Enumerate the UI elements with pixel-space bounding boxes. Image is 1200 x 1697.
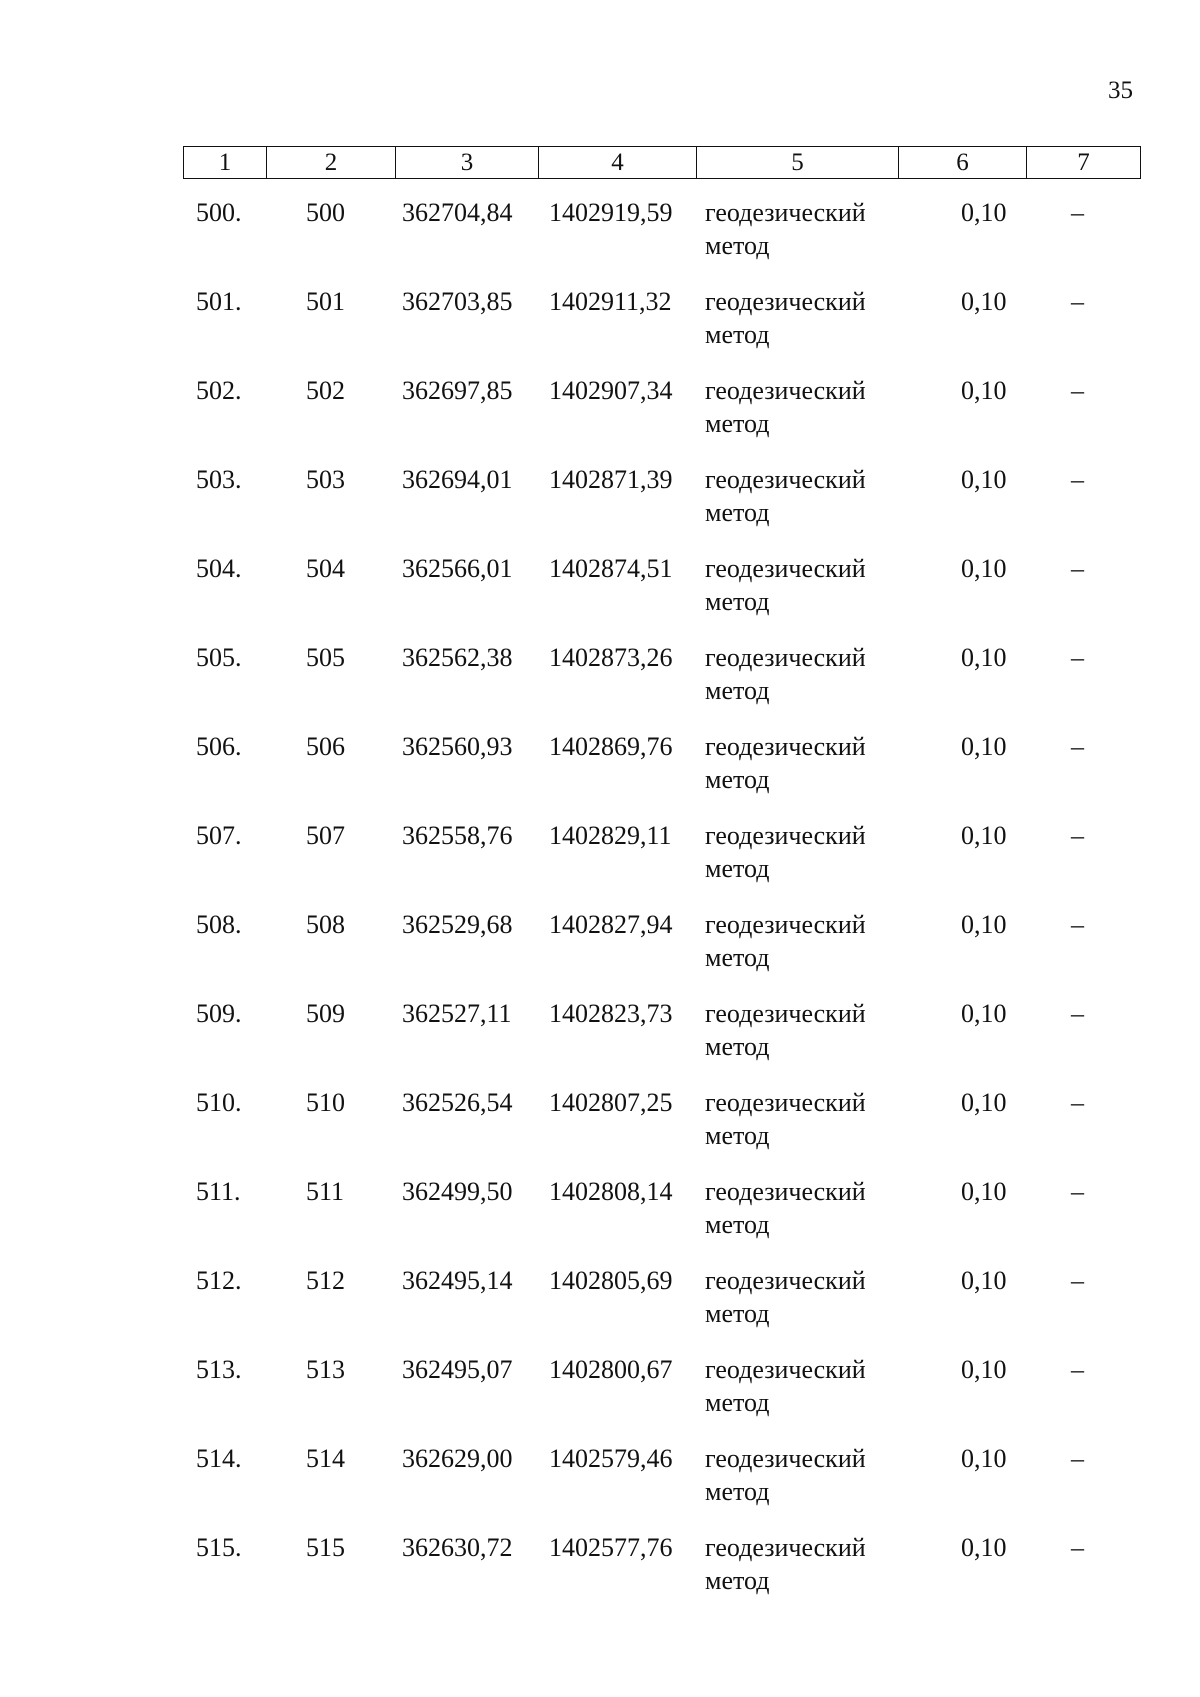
point-id: 507	[306, 821, 345, 850]
row-number: 512.	[196, 1266, 242, 1295]
coord-y: 1402808,14	[549, 1177, 673, 1206]
column-header-1: 1	[184, 147, 267, 179]
table-row	[0, 552, 1200, 641]
accuracy: 0,10	[961, 1533, 1007, 1562]
table-row	[0, 1264, 1200, 1353]
row-number: 513.	[196, 1355, 242, 1384]
method	[705, 730, 895, 796]
note: –	[1071, 732, 1084, 761]
method-line-2: метод	[705, 1388, 770, 1417]
method	[705, 1086, 895, 1152]
table-row	[0, 1175, 1200, 1264]
table-row	[0, 1442, 1200, 1531]
method-line-1: геодезический	[705, 1088, 866, 1117]
point-id: 513	[306, 1355, 345, 1384]
coord-y: 1402871,39	[549, 465, 673, 494]
accuracy: 0,10	[961, 1355, 1007, 1384]
coord-y: 1402805,69	[549, 1266, 673, 1295]
point-id: 511	[306, 1177, 345, 1206]
coordinate-rows	[0, 196, 1200, 1620]
coord-y: 1402874,51	[549, 554, 673, 583]
point-id: 506	[306, 732, 345, 761]
method-line-2: метод	[705, 320, 770, 349]
note: –	[1071, 1088, 1084, 1117]
point-id: 504	[306, 554, 345, 583]
note: –	[1071, 821, 1084, 850]
row-number: 504.	[196, 554, 242, 583]
method-line-1: геодезический	[705, 1355, 866, 1384]
method-line-2: метод	[705, 1299, 770, 1328]
method	[705, 374, 895, 440]
accuracy: 0,10	[961, 1444, 1007, 1473]
page-number: 35	[1108, 77, 1133, 104]
note: –	[1071, 1355, 1084, 1384]
column-header-4: 4	[539, 147, 697, 179]
coord-x: 362495,14	[402, 1266, 513, 1295]
method-line-1: геодезический	[705, 643, 866, 672]
coord-y: 1402823,73	[549, 999, 673, 1028]
row-number: 508.	[196, 910, 242, 939]
accuracy: 0,10	[961, 465, 1007, 494]
accuracy: 0,10	[961, 1266, 1007, 1295]
method	[705, 1531, 895, 1597]
method-line-1: геодезический	[705, 1177, 866, 1206]
row-number: 502.	[196, 376, 242, 405]
coord-x: 362704,84	[402, 198, 513, 227]
note: –	[1071, 1533, 1084, 1562]
method	[705, 1442, 895, 1508]
row-number: 500.	[196, 198, 242, 227]
column-header-3: 3	[396, 147, 539, 179]
coord-x: 362527,11	[402, 999, 512, 1028]
method-line-1: геодезический	[705, 732, 866, 761]
method-line-2: метод	[705, 1477, 770, 1506]
table-row	[0, 1353, 1200, 1442]
row-number: 505.	[196, 643, 242, 672]
method-line-2: метод	[705, 854, 770, 883]
coord-x: 362529,68	[402, 910, 513, 939]
note: –	[1071, 643, 1084, 672]
coord-y: 1402911,32	[549, 287, 672, 316]
coord-y: 1402907,34	[549, 376, 673, 405]
method-line-2: метод	[705, 498, 770, 527]
coord-y: 1402829,11	[549, 821, 672, 850]
row-number: 503.	[196, 465, 242, 494]
note: –	[1071, 999, 1084, 1028]
point-id: 500	[306, 198, 345, 227]
method-line-2: метод	[705, 676, 770, 705]
note: –	[1071, 198, 1084, 227]
coord-y: 1402800,67	[549, 1355, 673, 1384]
method	[705, 196, 895, 262]
method	[705, 819, 895, 885]
coord-x: 362526,54	[402, 1088, 513, 1117]
accuracy: 0,10	[961, 376, 1007, 405]
method-line-1: геодезический	[705, 287, 866, 316]
table-row	[0, 196, 1200, 285]
row-number: 510.	[196, 1088, 242, 1117]
table-row	[0, 1531, 1200, 1620]
coord-y: 1402827,94	[549, 910, 673, 939]
row-number: 506.	[196, 732, 242, 761]
method-line-1: геодезический	[705, 198, 866, 227]
column-header-5: 5	[697, 147, 899, 179]
accuracy: 0,10	[961, 1177, 1007, 1206]
table-row	[0, 463, 1200, 552]
method-line-2: метод	[705, 943, 770, 972]
row-number: 507.	[196, 821, 242, 850]
accuracy: 0,10	[961, 554, 1007, 583]
table-row	[0, 730, 1200, 819]
table-row	[0, 285, 1200, 374]
note: –	[1071, 1266, 1084, 1295]
method-line-1: геодезический	[705, 821, 866, 850]
coord-x: 362499,50	[402, 1177, 513, 1206]
point-id: 505	[306, 643, 345, 672]
note: –	[1071, 910, 1084, 939]
table-row	[0, 641, 1200, 730]
method-line-2: метод	[705, 1210, 770, 1239]
point-id: 512	[306, 1266, 345, 1295]
point-id: 508	[306, 910, 345, 939]
method-line-1: геодезический	[705, 1444, 866, 1473]
method-line-2: метод	[705, 231, 770, 260]
table-row	[0, 1086, 1200, 1175]
point-id: 509	[306, 999, 345, 1028]
row-number: 511.	[196, 1177, 241, 1206]
accuracy: 0,10	[961, 643, 1007, 672]
note: –	[1071, 1444, 1084, 1473]
method	[705, 1175, 895, 1241]
table-row	[0, 374, 1200, 463]
coord-y: 1402579,46	[549, 1444, 673, 1473]
method	[705, 463, 895, 529]
method-line-2: метод	[705, 1121, 770, 1150]
accuracy: 0,10	[961, 910, 1007, 939]
method-line-2: метод	[705, 1032, 770, 1061]
method	[705, 1264, 895, 1330]
accuracy: 0,10	[961, 732, 1007, 761]
column-header-table	[183, 146, 1141, 179]
method-line-1: геодезический	[705, 1266, 866, 1295]
coord-x: 362562,38	[402, 643, 513, 672]
coord-x: 362694,01	[402, 465, 513, 494]
row-number: 514.	[196, 1444, 242, 1473]
method-line-1: геодезический	[705, 910, 866, 939]
coord-y: 1402869,76	[549, 732, 673, 761]
method	[705, 641, 895, 707]
method-line-2: метод	[705, 765, 770, 794]
method-line-1: геодезический	[705, 1533, 866, 1562]
point-id: 502	[306, 376, 345, 405]
note: –	[1071, 287, 1084, 316]
method-line-1: геодезический	[705, 465, 866, 494]
method-line-1: геодезический	[705, 376, 866, 405]
coord-y: 1402577,76	[549, 1533, 673, 1562]
method-line-1: геодезический	[705, 554, 866, 583]
row-number: 509.	[196, 999, 242, 1028]
note: –	[1071, 376, 1084, 405]
method	[705, 997, 895, 1063]
accuracy: 0,10	[961, 1088, 1007, 1117]
row-number: 515.	[196, 1533, 242, 1562]
coord-x: 362630,72	[402, 1533, 513, 1562]
coord-y: 1402919,59	[549, 198, 673, 227]
accuracy: 0,10	[961, 999, 1007, 1028]
point-id: 501	[306, 287, 345, 316]
coord-x: 362629,00	[402, 1444, 513, 1473]
method	[705, 552, 895, 618]
accuracy: 0,10	[961, 821, 1007, 850]
note: –	[1071, 465, 1084, 494]
accuracy: 0,10	[961, 287, 1007, 316]
method-line-2: метод	[705, 587, 770, 616]
coord-y: 1402873,26	[549, 643, 673, 672]
table-row	[0, 819, 1200, 908]
coord-y: 1402807,25	[549, 1088, 673, 1117]
point-id: 503	[306, 465, 345, 494]
coord-x: 362560,93	[402, 732, 513, 761]
column-header-row	[184, 147, 1141, 179]
column-header-6: 6	[899, 147, 1027, 179]
coord-x: 362697,85	[402, 376, 513, 405]
row-number: 501.	[196, 287, 242, 316]
method	[705, 1353, 895, 1419]
note: –	[1071, 554, 1084, 583]
table-row	[0, 908, 1200, 997]
column-header-2: 2	[267, 147, 396, 179]
column-header-7: 7	[1027, 147, 1141, 179]
coord-x: 362566,01	[402, 554, 513, 583]
coord-x: 362495,07	[402, 1355, 513, 1384]
method-line-2: метод	[705, 1566, 770, 1595]
point-id: 514	[306, 1444, 345, 1473]
note: –	[1071, 1177, 1084, 1206]
method	[705, 908, 895, 974]
method-line-1: геодезический	[705, 999, 866, 1028]
accuracy: 0,10	[961, 198, 1007, 227]
point-id: 515	[306, 1533, 345, 1562]
table-row	[0, 997, 1200, 1086]
coord-x: 362558,76	[402, 821, 513, 850]
method-line-2: метод	[705, 409, 770, 438]
point-id: 510	[306, 1088, 345, 1117]
method	[705, 285, 895, 351]
coord-x: 362703,85	[402, 287, 513, 316]
